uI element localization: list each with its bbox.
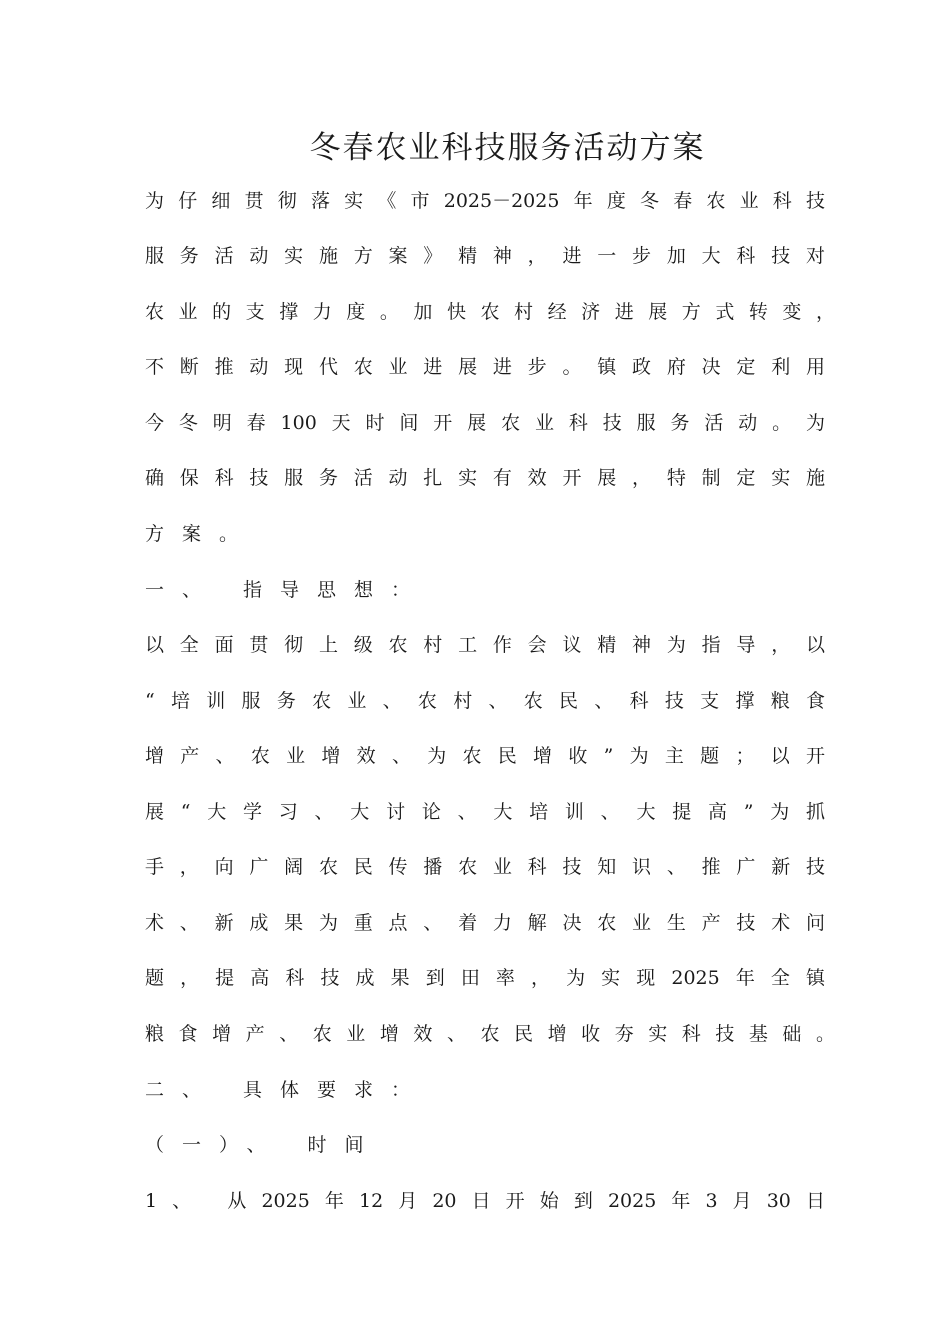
- paragraph-line: “培训服务农业、农村、农民、科技支撑粮食: [145, 690, 825, 712]
- list-item: 1、 从2025年12月20日开始到2025年3月30日: [145, 1190, 825, 1212]
- paragraph-line: 术、新成果为重点、着力解决农业生产技术问: [145, 912, 825, 934]
- paragraph-line: 以全面贯彻上级农村工作会议精神为指导，以: [145, 634, 825, 656]
- section-heading: 一、 指导思想：: [145, 579, 429, 601]
- document-title: 冬春农业科技服务活动方案: [309, 130, 706, 166]
- paragraph-line: 展“大学习、大讨论、大培训、大提高”为抓: [145, 801, 825, 823]
- paragraph-line: 手，向广阔农民传播农业科技知识、推广新技: [145, 856, 825, 878]
- paragraph-line: 不断推动现代农业进展进步。镇政府决定利用: [145, 356, 825, 378]
- paragraph-line: 方案。: [145, 523, 257, 545]
- paragraph-line: 今冬明春100天时间开展农业科技服务活动。为: [145, 412, 825, 434]
- paragraph-line: 确保科技服务活动扎实有效开展，特制定实施: [145, 467, 825, 489]
- subsection-heading: （一）、 时间: [145, 1134, 382, 1156]
- paragraph-line: 增产、农业增效、为农民增收”为主题；以开: [145, 745, 825, 767]
- paragraph-line: 农业的支撑力度。加快农村经济进展方式转变，: [145, 301, 835, 323]
- paragraph-line: 服务活动实施方案》精神，进一步加大科技对: [145, 245, 825, 267]
- section-heading: 二、 具体要求：: [145, 1079, 429, 1101]
- paragraph-line: 题，提高科技成果到田率，为实现2025年全镇: [145, 967, 825, 989]
- paragraph-line: 粮食增产、农业增效、农民增收夯实科技基础。: [145, 1023, 835, 1045]
- paragraph-line: 为仔细贯彻落实《市2025－2025年度冬春农业科技: [145, 190, 825, 212]
